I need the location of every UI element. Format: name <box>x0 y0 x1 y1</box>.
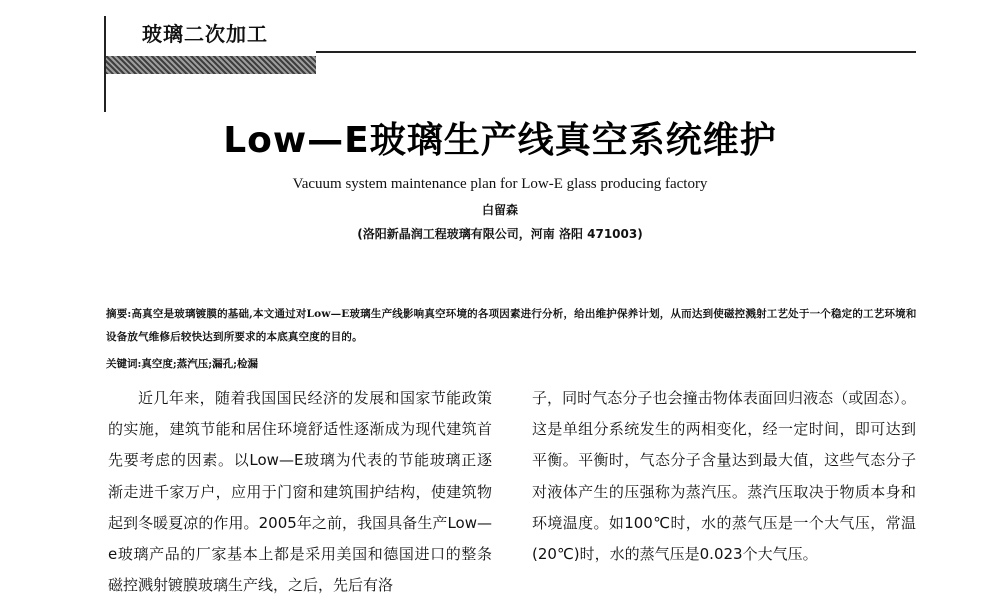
body-column-right <box>532 383 916 570</box>
keywords-text: 真空度;蒸汽压;漏孔;检漏 <box>141 358 259 370</box>
header-halftone-bar <box>106 56 316 74</box>
body-column-left <box>108 383 492 601</box>
article-title: Low—E玻璃生产线真空系统维护 <box>223 120 777 161</box>
section-label: 玻璃二次加工 <box>142 22 268 46</box>
abstract-text: 高真空是玻璃镀膜的基础,本文通过对Low—E玻璃生产线影响真空环境的各项因素进行分析，给出维护保养计划，从而达到使磁控溅射工艺处于一个稳定的工艺环境和设备放气维修后较快达到所要求的本底真空度的目的。 <box>106 308 917 343</box>
abstract <box>106 303 918 349</box>
keywords <box>106 354 918 374</box>
keywords-label: 关键词: <box>106 358 142 370</box>
body-paragraph: 近几年来，随着我国国民经济的发展和国家节能政策的实施，建筑节能和居住环境舒适性逐渐成为现代建筑首先要考虑的因素。以Low—E玻璃为代表的节能玻璃正逐渐走进千家万户，应用于门窗和建筑围护结构，使建筑物起到冬暖夏凉的作用。2005年之前，我国具备生产Low—e玻璃产品的厂家基本上都是采用美国和德国进口的整条磁控溅射镀膜玻璃生产线，之后，先后有洛 <box>108 389 492 595</box>
body-paragraph: 子，同时气态分子也会撞击物体表面回归液态（或固态）。这是单组分系统发生的两相变化，经一定时间，即可达到平衡。平衡时，气态分子含量达到最大值，这些气态分子对液体产生的压强称为蒸汽压。蒸汽压取决于物质本身和环境温度。如100℃时，水的蒸气压是一个大气压，常温(20℃)时，水的蒸气压是0.023个大气压。 <box>532 389 916 564</box>
header-horizontal-rule <box>316 51 916 53</box>
abstract-label: 摘要: <box>106 308 132 320</box>
article-affiliation: (洛阳新晶润工程玻璃有限公司，河南 洛阳 471003) <box>357 227 643 241</box>
article-subtitle: Vacuum system maintenance plan for Low-E glass producing factory <box>292 176 708 192</box>
article-author: 白留森 <box>481 203 518 217</box>
